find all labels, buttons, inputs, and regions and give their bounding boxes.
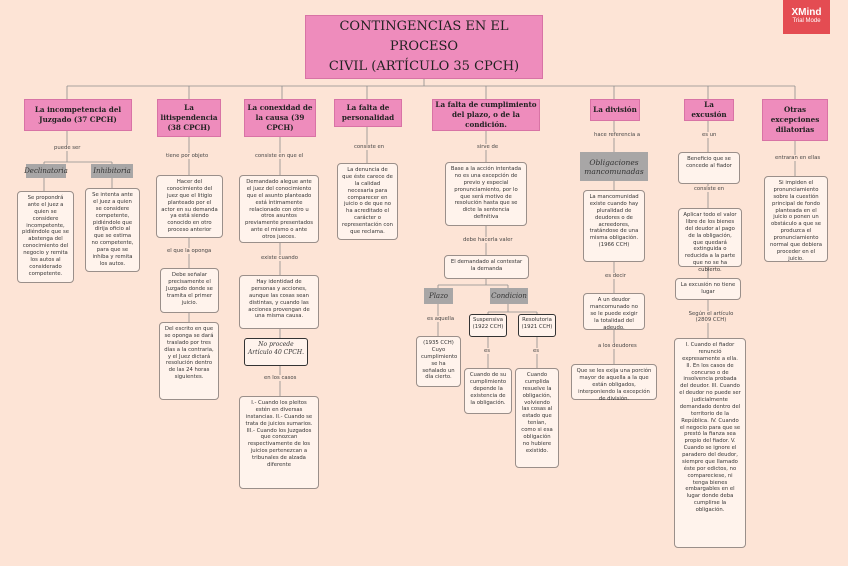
label-existe-cuando: existe cuando: [261, 255, 299, 261]
label-segun-articulo: Según el artículo (2809 CCH): [680, 311, 742, 323]
label-hace-referencia-a: hace referencia a: [594, 132, 641, 138]
label-en-los-casos: en los casos: [264, 375, 297, 381]
conexidad-definicion[interactable]: Demandado alegue ante el juez del conocimiento que el asunto planteado está íntimamente relacionado con otro u otros asuntos previamente presentados ante el mismo o ante otros jueces.: [239, 175, 319, 243]
inhibitoria-description[interactable]: Se intenta ante el juez a quien se considere competente, pidiéndole que dirija oficio al que se estima no competente, para que se inhiba y remita los autos.: [85, 188, 140, 272]
plazo-quien-hace-valer[interactable]: El demandado al contestar la demanda: [444, 255, 529, 279]
watermark-mode: Trial Mode: [792, 18, 821, 24]
excusion-consiste[interactable]: Aplicar todo el valor libre de los bienes del deudor al pago de la obligación, que quedará extinguida o reducida a la parte que no se ha cubierto.: [678, 208, 742, 267]
personalidad-definicion[interactable]: La denuncia de que éste carece de la calidad necesaria para comparecer en juicio o de que no ha acreditado el carácter o representación con que reclama.: [337, 163, 398, 240]
mancomunidad-definicion[interactable]: La mancomunidad existe cuando hay pluralidad de deudores o de acreedores, tratándose de una misma obligación. (1966 CCH): [583, 190, 645, 262]
label-a-los-deudores: a los deudores: [598, 343, 637, 349]
xmind-watermark: [783, 0, 830, 34]
suspensiva-definicion[interactable]: Cuando de su cumplimiento depende la existencia de la obligación.: [464, 368, 512, 414]
label-puede-ser: puede ser: [54, 145, 81, 151]
central-topic[interactable]: [305, 15, 543, 79]
excusion-casos[interactable]: I. Cuando el fiador renunció expresamente a ella. II. En los casos de concurso o de insolvencia probada del deudor. III. Cuando el deudor no puede ser judicialmente demandado dentro del territorio de la República. IV. Cuando el negocio para que se prestó la fianza sea propio del fiador. V. Cuando se ignore el paradero del deudor, siempre que llamado éste por edictos, no compareciese, ni tenga bienes embargables en el lugar donde deba cumplirse la obligación.: [674, 338, 746, 548]
label-es-un: es un: [702, 132, 717, 138]
label-consiste-en: consiste en: [354, 144, 385, 150]
branch-conexidad[interactable]: La conexidad de la causa (39 CPCH): [244, 99, 316, 137]
condicion-resolutoria[interactable]: Resolutoria (1921 CCH): [518, 314, 556, 337]
label-el-que-la-oponga: el que la oponga: [167, 248, 212, 254]
declinatoria-description[interactable]: Se propondrá ante el juez a quien se considere incompetente, pidiéndole que se abstenga del conocimiento del negocio y remita los autos al considerado competente.: [17, 191, 74, 283]
label-es-suspensiva: es: [484, 348, 491, 354]
subtopic-declinatoria[interactable]: Declinatoria: [26, 164, 66, 178]
division-deudores[interactable]: Que se les exija una porción mayor de aquella a la que están obligados, interponiendo la excepción de división.: [571, 364, 657, 400]
otras-excepciones-definicion[interactable]: Si impiden el pronunciamiento sobre la cuestión principal de fondo planteada en el juicio o ponen un obstáculo a que se produzca el pronunciamiento normal que debiera proceder en el juicio.: [764, 176, 828, 262]
label-consiste-en-que-el: consiste en que el: [255, 153, 304, 159]
label-consiste-en-excusion: consiste en: [694, 186, 725, 192]
conexidad-casos[interactable]: I.- Cuando los pleitos estén en diversas instancias. II.- Cuando se trata de juicios sumarios. III.- Cuando los Juzgados que conozcan respectivamente de los juicios pertenezcan a tribunales de alzada diferente: [239, 396, 319, 489]
division-es-decir[interactable]: A un deudor mancomunado no se le puede exigir la totalidad del adeudo.: [583, 293, 645, 330]
branch-incompetencia[interactable]: La incompetencia del Juzgado (37 CPCH): [24, 99, 132, 131]
label-es-decir: es decir: [605, 273, 626, 279]
title-line-2: CIVIL (ARTÍCULO 35 CPCH): [328, 59, 520, 75]
label-es-resolutoria: es: [533, 348, 540, 354]
branch-excusion[interactable]: La excusión: [684, 99, 734, 121]
subtopic-condicion[interactable]: Condicion: [490, 288, 528, 304]
resolutoria-definicion[interactable]: Cuando cumplida resuelve la obligación, volviendo las cosas al estado que tenían, como si esa obligación no hubiere existido.: [515, 368, 559, 468]
litispendencia-tramite[interactable]: Del escrito en que se oponga se dará traslado por tres días a la contraria, y el Juez dictará resolución dentro de las 24 horas siguientes.: [159, 322, 219, 400]
subtopic-plazo[interactable]: Plazo: [424, 288, 453, 304]
plazo-definicion[interactable]: (1935 CCH) Cuyo cumplimiento se ha señalado un día cierto.: [416, 336, 461, 387]
litispendencia-objeto[interactable]: Hacer del conocimiento del juez que el litigio planteado por el actor en su demanda ya está siendo conocido en otro proceso anterior: [156, 175, 223, 238]
conexidad-existe[interactable]: Hay identidad de personas y acciones, aunque las cosas sean distintas, y cuando las acciones provengan de una misma causa.: [239, 275, 319, 329]
title-line-1: CONTINGENCIAS EN EL PROCESO: [339, 18, 509, 54]
label-es-aquella: es aquella: [427, 316, 455, 322]
branch-falta-plazo-condicion[interactable]: La falta de cumplimiento del plazo, o de la condición.: [432, 99, 540, 131]
watermark-brand: XMind: [791, 7, 822, 18]
condicion-suspensiva[interactable]: Suspensiva (1922 CCH): [469, 314, 507, 337]
label-tiene-por-objeto: tiene por objeto: [166, 153, 209, 159]
conexidad-no-procede[interactable]: No procede Artículo 40 CPCH.: [244, 338, 308, 366]
label-debe-hacerla-valer: debe hacerla valer: [463, 237, 513, 243]
subtopic-inhibitoria[interactable]: Inhibitoria: [91, 164, 133, 178]
label-entraran-en-ellas: entraran en ellas: [775, 155, 821, 161]
plazo-base-accion[interactable]: Base a la acción intentada no es una excepción de previo y especial pronunciamiento, por lo que será motivo de resolución hasta que se dicte la sentencia definitiva: [445, 162, 527, 226]
branch-litispendencia[interactable]: La litispendencia (38 CPCH): [157, 99, 221, 137]
branch-otras-excepciones[interactable]: Otras excepciones dilatorias: [762, 99, 828, 141]
litispendencia-requisito[interactable]: Debe señalar precisamente el Juzgado donde se tramita el primer juicio.: [160, 268, 219, 313]
excusion-no-tiene-lugar[interactable]: La excusión no tiene lugar: [675, 278, 741, 300]
label-sirve-de: sirve de: [477, 144, 499, 150]
subtopic-obligaciones-mancomunadas[interactable]: Obligaciones mancomunadas: [580, 152, 648, 181]
excusion-beneficio[interactable]: Beneficio que se concede al fiador: [678, 152, 740, 184]
branch-division[interactable]: La división: [590, 99, 640, 121]
branch-falta-personalidad[interactable]: La falta de personalidad: [334, 99, 402, 127]
